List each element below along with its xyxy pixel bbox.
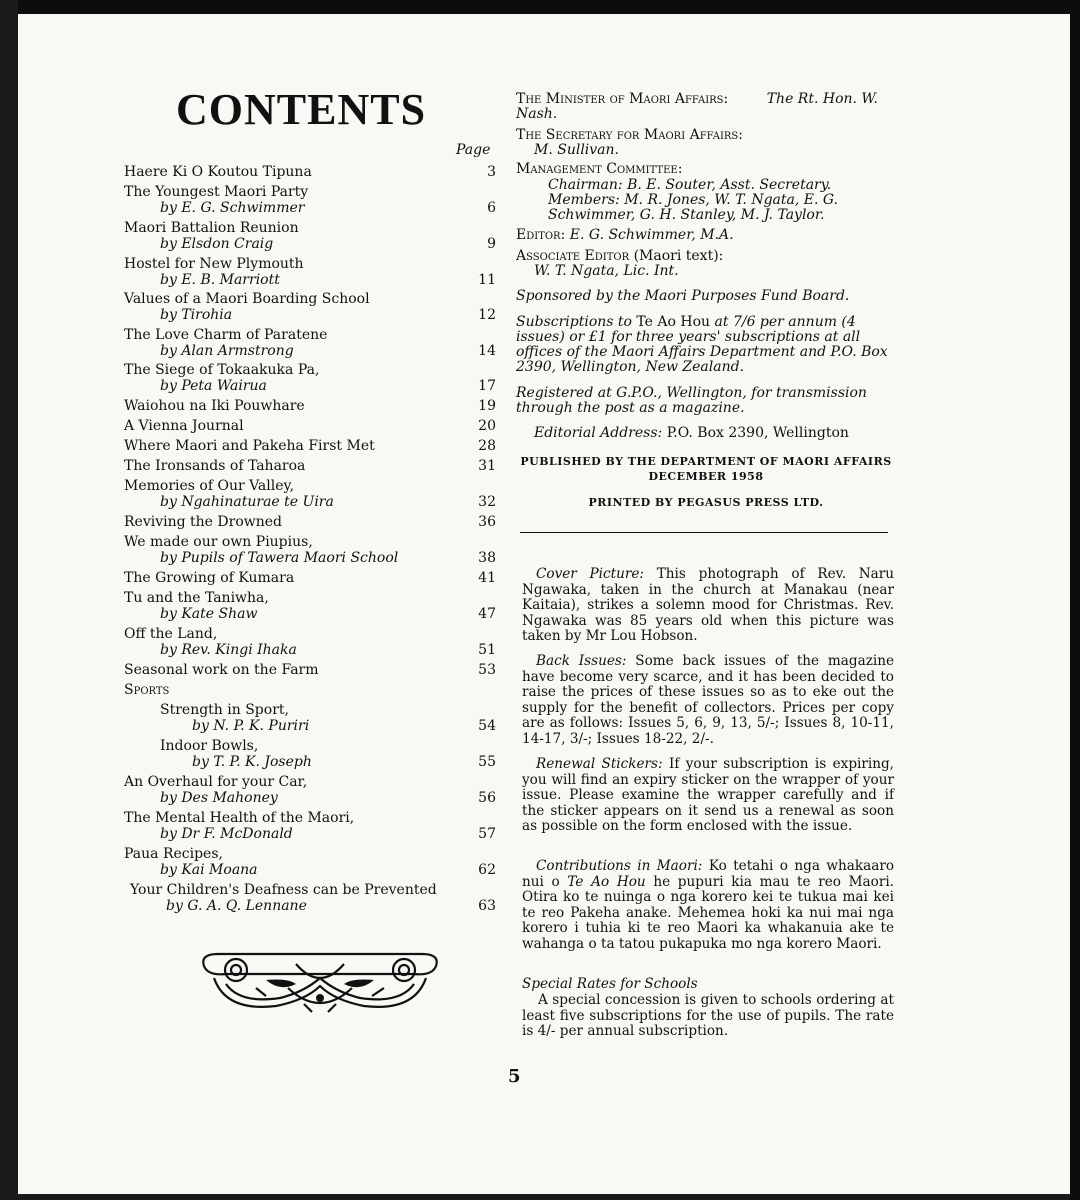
contributions-note: Contributions in Maori: Ko tetahi o nga whakaaro nui o Te Ao Hou he pupuri kia mau te reo Maori. Otira ko te nuinga o nga korero kei te tukua mai kei te reo Pakeha anake. Mehemea hoki ka nui mai nga korero i tuhia ki te reo Maori ka whakanuia ake te wahanga o ta tatou pukapuka mo nga korero Maori. xyxy=(522,858,895,952)
contents-title: CONTENTS xyxy=(176,85,427,134)
toc-title: Your Children's Deafness can be Prevented xyxy=(130,882,437,898)
toc-page: 20 xyxy=(478,418,496,434)
maori-carving-ornament xyxy=(196,948,444,1020)
toc-entry xyxy=(124,220,496,252)
committee-label: Management Committee: xyxy=(516,161,683,177)
toc-entry xyxy=(124,478,496,510)
assoc-editor-line: Associate Editor (Maori text): W. T. Ngata, Lic. Int. xyxy=(516,248,724,279)
minister-line: The Minister of Maori Affairs: The Rt. Hon. W. Nash. xyxy=(516,91,878,122)
toc-title: Indoor Bowls, xyxy=(160,738,259,754)
assoc-editor-name: W. T. Ngata, Lic. Int. xyxy=(534,263,679,279)
renewal-stickers-note: Renewal Stickers: If your subscription is expiring, you will find an expiry sticker on the wrapper of your issue. Please examine the wrapper carefully and if the sticker appears on it send us a renewal as soon as possible on the form enclosed with the issue. xyxy=(522,756,894,835)
cover-picture-note: Cover Picture: This photograph of Rev. Naru Ngawaka, taken in the church at Manakau (near Kaitaia), strikes a solemn mood for Christmas. Rev. Ngawaka was 85 years old when this picture was taken by Mr Lou Hobson. xyxy=(522,566,894,645)
toc-page: 62 xyxy=(478,862,496,878)
chairman-line: Chairman: B. E. Souter, Asst. Secretary. xyxy=(548,177,832,193)
subscriptions-text: Subscriptions to Te Ao Hou at 7/6 per annum (4 issues) or £1 for three years' subscriptions at all offices of the Maori Affairs Department and P.O. Box 2390, Wellington, New Zealand. xyxy=(516,314,888,375)
registered-text: Registered at G.P.O., Wellington, for transmission through the post as a magazine. xyxy=(516,385,867,416)
toc-page: 32 xyxy=(478,494,496,510)
toc-title: Reviving the Drowned xyxy=(124,514,282,530)
sponsored-line: Sponsored by the Maori Purposes Fund Board. xyxy=(516,288,850,304)
toc-title: An Overhaul for your Car, xyxy=(124,774,308,790)
toc-entry xyxy=(124,626,496,658)
toc-page: 36 xyxy=(478,514,496,530)
magazine-name: Te Ao Hou xyxy=(567,873,646,890)
minister-name: The Rt. Hon. W. Nash. xyxy=(516,91,878,122)
toc-page: 41 xyxy=(478,570,496,586)
chairman-name: B. E. Souter, Asst. Secretary. xyxy=(627,177,832,193)
toc-entry xyxy=(124,570,496,586)
toc-title: The Siege of Tokaakuka Pa, xyxy=(124,362,320,378)
toc-entry xyxy=(130,882,496,914)
toc-page: 31 xyxy=(478,458,496,474)
toc-entry xyxy=(124,702,496,734)
divider-rule xyxy=(520,532,888,533)
toc-title: The Growing of Kumara xyxy=(124,570,295,586)
toc-entry xyxy=(124,256,496,288)
toc-author: by E. B. Marriott xyxy=(160,272,280,288)
toc-entry xyxy=(124,418,496,434)
toc-author: by Rev. Kingi Ihaka xyxy=(160,642,297,658)
toc-entry xyxy=(124,184,496,216)
toc-page: 54 xyxy=(478,718,496,734)
toc-author: by Peta Wairua xyxy=(160,378,267,394)
toc-entry xyxy=(124,514,496,530)
toc-title: The Ironsands of Taharoa xyxy=(124,458,306,474)
toc-entry xyxy=(124,458,496,474)
toc-entry xyxy=(124,738,496,770)
toc-title: Paua Recipes, xyxy=(124,846,223,862)
page-column-header: Page xyxy=(456,142,491,158)
toc-title: Memories of Our Valley, xyxy=(124,478,295,494)
members-names: M. R. Jones, W. T. Ngata, E. G. Schwimmer, G. H. Stanley, M. J. Taylor. xyxy=(548,192,839,223)
toc-page: 11 xyxy=(478,272,496,288)
toc-page: 38 xyxy=(478,550,496,566)
toc-author: by T. P. K. Joseph xyxy=(192,754,312,770)
toc-page: 57 xyxy=(478,826,496,842)
toc-author: by N. P. K. Puriri xyxy=(192,718,310,734)
toc-section-heading xyxy=(124,682,496,698)
toc-entry xyxy=(124,164,496,180)
toc-entry xyxy=(124,810,496,842)
toc-title: Haere Ki O Koutou Tipuna xyxy=(124,164,312,180)
toc-title: We made our own Piupius, xyxy=(124,534,313,550)
toc-entry xyxy=(124,662,496,678)
toc-page: 19 xyxy=(478,398,496,414)
toc-title: Hostel for New Plymouth xyxy=(124,256,304,272)
toc-author: by Pupils of Tawera Maori School xyxy=(160,550,399,566)
page-number: 5 xyxy=(508,1066,521,1087)
toc-page: 17 xyxy=(478,378,496,394)
toc-entry xyxy=(124,774,496,806)
toc-title: Seasonal work on the Farm xyxy=(124,662,319,678)
toc-title: The Youngest Maori Party xyxy=(124,184,309,200)
schools-heading: Special Rates for Schools xyxy=(522,976,698,992)
toc-page: 56 xyxy=(478,790,496,806)
toc-author: by Elsdon Craig xyxy=(160,236,274,252)
back-issues-note: Back Issues: Some back issues of the magazine have become very scarce, and it has been decided to raise the prices of these issues so as to eke out the supply for the benefit of collectors. Prices per copy are as follows: Issues 5, 6, 9, 13, 5/-; Issues 8, 10-11, 14-17, 3/-; Issues 18-22, 2/-. xyxy=(522,653,895,747)
toc-author: by Dr F. McDonald xyxy=(160,826,293,842)
toc-title: The Mental Health of the Maori, xyxy=(124,810,355,826)
toc-page: 6 xyxy=(487,200,496,216)
toc-page: 28 xyxy=(478,438,496,454)
toc-page: 53 xyxy=(478,662,496,678)
publisher-line: PUBLISHED BY THE DEPARTMENT OF MAORI AFFAIRS xyxy=(520,455,892,468)
secretary-line: The Secretary for Maori Affairs: M. Sullivan. xyxy=(516,127,743,158)
toc-page: 63 xyxy=(478,898,496,914)
printer-line: PRINTED BY PEGASUS PRESS LTD. xyxy=(588,496,824,509)
toc-title: A Vienna Journal xyxy=(124,418,244,434)
toc-entry xyxy=(124,291,496,323)
toc-author: by Alan Armstrong xyxy=(160,343,294,359)
toc-author: by G. A. Q. Lennane xyxy=(166,898,307,914)
toc-author: by Des Mahoney xyxy=(160,790,278,806)
scan-border-right xyxy=(1070,0,1080,1200)
toc-entry xyxy=(124,534,496,566)
toc-title: Values of a Maori Boarding School xyxy=(124,291,370,307)
members-line: Members: M. R. Jones, W. T. Ngata, E. G. Schwimmer, G. H. Stanley, M. J. Taylor. xyxy=(548,192,839,223)
toc-author: by E. G. Schwimmer xyxy=(160,200,305,216)
editorial-address: Editorial Address: P.O. Box 2390, Wellington xyxy=(534,425,849,441)
toc-author: by Ngahinaturae te Uira xyxy=(160,494,334,510)
toc-entry xyxy=(124,846,496,878)
toc-title: Tu and the Taniwha, xyxy=(124,590,269,606)
toc-page: 12 xyxy=(478,307,496,323)
toc-entry xyxy=(124,398,496,414)
toc-title: Maori Battalion Reunion xyxy=(124,220,299,236)
editor-line: Editor: E. G. Schwimmer, M.A. xyxy=(516,227,734,243)
publication-date: DECEMBER 1958 xyxy=(648,470,764,483)
toc-title: Waiohou na Iki Pouwhare xyxy=(124,398,305,414)
toc-title: Strength in Sport, xyxy=(160,702,289,718)
toc-title: Where Maori and Pakeha First Met xyxy=(124,438,375,454)
toc-author: by Kai Moana xyxy=(160,862,258,878)
toc-title: Sports xyxy=(124,682,170,698)
magazine-name: Te Ao Hou xyxy=(636,314,711,330)
toc-entry xyxy=(124,438,496,454)
toc-title: Off the Land, xyxy=(124,626,218,642)
schools-note: A special concession is given to schools ordering at least five subscriptions for the use of pupils. The rate is 4/- per annual subscription. xyxy=(522,992,894,1040)
toc-author: by Tirohia xyxy=(160,307,233,323)
toc-page: 3 xyxy=(487,164,496,180)
toc-title: The Love Charm of Paratene xyxy=(124,327,328,343)
toc-page: 9 xyxy=(487,236,496,252)
toc-entry xyxy=(124,327,496,359)
secretary-name: M. Sullivan. xyxy=(534,142,619,158)
toc-page: 51 xyxy=(478,642,496,658)
editor-name: E. G. Schwimmer, M.A. xyxy=(569,227,734,243)
toc-entry xyxy=(124,590,496,622)
scan-border-top xyxy=(18,0,1070,14)
toc-page: 55 xyxy=(478,754,496,770)
toc-entry xyxy=(124,362,496,394)
toc-page: 47 xyxy=(478,606,496,622)
toc-page: 14 xyxy=(478,343,496,359)
toc-author: by Kate Shaw xyxy=(160,606,258,622)
